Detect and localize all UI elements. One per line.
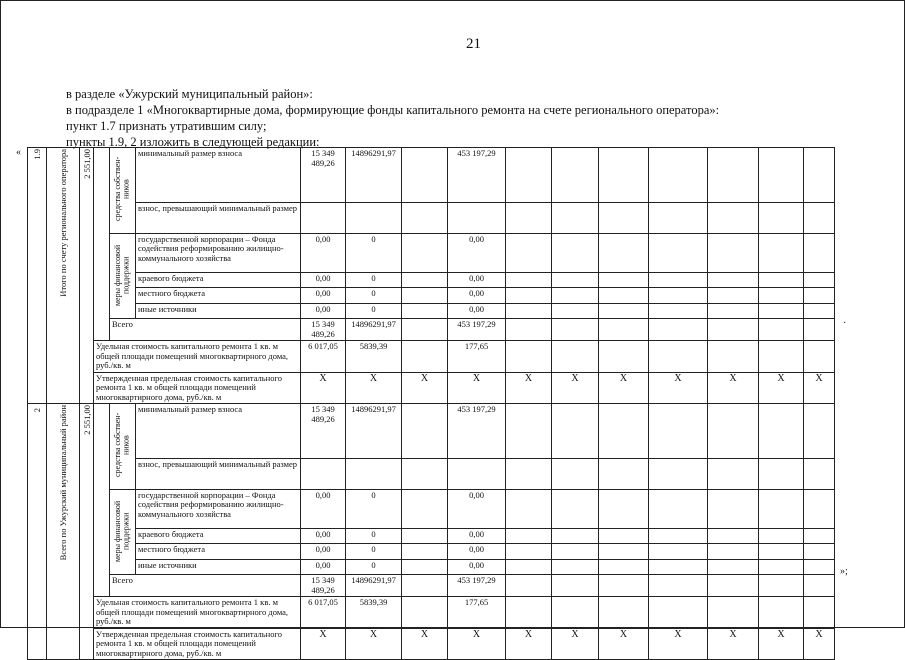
table-row <box>28 559 835 575</box>
row-label-total: Всего <box>110 575 301 597</box>
value-cell: 177,65 <box>448 341 506 373</box>
value-cell: 0 <box>346 559 402 575</box>
quote-open: « <box>16 147 21 158</box>
value-cell: 0,00 <box>448 288 506 303</box>
value-cell <box>402 341 448 373</box>
table-row <box>28 458 835 489</box>
section-title-cell: Всего по Ужурский муниципальный район <box>47 404 80 660</box>
value-cell <box>402 528 448 543</box>
intro-line: в разделе «Ужурский муниципальный район»: <box>66 87 313 101</box>
value-cell: 6 017,05 <box>301 597 346 629</box>
margin-dot: · <box>843 318 847 329</box>
section-area-cell: 2 551,00 <box>80 148 94 404</box>
group-financial-support: меры финансовой поддержки <box>110 233 136 319</box>
value-cell: 453 197,29 <box>448 148 506 203</box>
value-cell: 0 <box>346 544 402 559</box>
value-cell <box>402 489 448 528</box>
x-mark: X <box>301 628 346 660</box>
x-mark: X <box>599 372 649 404</box>
value-cell: 15 349 489,26 <box>301 319 346 341</box>
table-row <box>28 372 835 404</box>
row-label: минимальный размер взноса <box>136 404 301 459</box>
value-cell <box>402 597 448 629</box>
group-owners-funds: средства собствен-ников <box>110 404 136 490</box>
row-label: иные источники <box>136 559 301 575</box>
table-row <box>28 202 835 233</box>
x-mark: X <box>804 372 835 404</box>
value-cell: 0,00 <box>301 489 346 528</box>
value-cell: 0,00 <box>301 272 346 287</box>
table-row <box>28 341 835 373</box>
table-row <box>28 319 835 341</box>
x-mark: X <box>804 628 835 660</box>
table-row <box>28 272 835 287</box>
intro-line: в подразделе 1 «Многоквартирные дома, формирующие фонды капитального ремонта на счете регионального оператора»: <box>66 103 720 117</box>
value-cell: 453 197,29 <box>448 319 506 341</box>
x-mark: X <box>708 628 759 660</box>
x-mark: X <box>649 628 708 660</box>
value-cell: 14896291,97 <box>346 404 402 459</box>
x-mark: X <box>759 372 804 404</box>
table-row <box>28 288 835 303</box>
table-row <box>28 148 835 203</box>
value-cell <box>402 575 448 597</box>
x-mark: X <box>759 628 804 660</box>
table-row <box>28 489 835 528</box>
value-cell <box>402 303 448 319</box>
row-label-total: Всего <box>110 319 301 341</box>
x-mark: X <box>708 372 759 404</box>
value-cell: 0,00 <box>301 288 346 303</box>
x-mark: X <box>402 628 448 660</box>
table-row <box>28 544 835 559</box>
intro-line: пункты 1.9, 2 изложить в следующей редакции: <box>66 135 320 149</box>
value-cell: 0,00 <box>301 233 346 272</box>
row-label: иные источники <box>136 303 301 319</box>
value-cell <box>402 404 448 459</box>
table-row <box>28 303 835 319</box>
page-number: 21 <box>466 36 481 52</box>
table-row <box>28 404 835 459</box>
value-cell: 453 197,29 <box>448 575 506 597</box>
intro-text <box>66 86 719 150</box>
value-cell: 14896291,97 <box>346 575 402 597</box>
x-mark: X <box>301 372 346 404</box>
value-cell: 15 349 489,26 <box>301 575 346 597</box>
table-row <box>28 575 835 597</box>
row-label: государственной корпорации – Фонда содействия реформированию жилищно-коммунального хозяйства <box>136 233 301 272</box>
table-row <box>28 597 835 629</box>
x-mark: X <box>448 628 506 660</box>
table-row <box>28 233 835 272</box>
value-cell <box>402 319 448 341</box>
value-cell: 177,65 <box>448 597 506 629</box>
x-mark: X <box>552 628 599 660</box>
value-cell: 0,00 <box>448 303 506 319</box>
value-cell: 6 017,05 <box>301 341 346 373</box>
row-label: краевого бюджета <box>136 272 301 287</box>
value-cell <box>402 544 448 559</box>
value-cell: 0,00 <box>301 528 346 543</box>
x-mark: X <box>402 372 448 404</box>
group-owners-funds: средства собствен-ников <box>110 148 136 234</box>
value-cell: 5839,39 <box>346 597 402 629</box>
row-label-unit-cost: Удельная стоимость капитального ремонта 1 кв. м общей площади помещений многоквартирного дома, руб./кв. м <box>94 341 301 373</box>
x-mark: X <box>346 372 402 404</box>
value-cell: 0 <box>346 272 402 287</box>
value-cell <box>402 233 448 272</box>
value-cell: 15 349 489,26 <box>301 404 346 459</box>
value-cell <box>402 148 448 203</box>
value-cell: 0 <box>346 528 402 543</box>
value-cell: 0,00 <box>301 303 346 319</box>
intro-line: пункт 1.7 признать утратившим силу; <box>66 119 267 133</box>
section-area-cell: 2 551,00 <box>80 404 94 660</box>
value-cell: 5839,39 <box>346 341 402 373</box>
x-mark: X <box>506 628 552 660</box>
row-label: местного бюджета <box>136 544 301 559</box>
x-mark: X <box>448 372 506 404</box>
blank-cell <box>94 148 110 341</box>
value-cell: 0 <box>346 233 402 272</box>
value-cell: 0 <box>346 288 402 303</box>
value-cell: 15 349 489,26 <box>301 148 346 203</box>
row-label-limit-cost: Утвержденная предельная стоимость капитального ремонта 1 кв. м общей площади помещений многоквартирного дома, руб./кв. м <box>94 372 301 404</box>
value-cell <box>402 288 448 303</box>
value-cell: 14896291,97 <box>346 319 402 341</box>
row-label-unit-cost: Удельная стоимость капитального ремонта 1 кв. м общей площади помещений многоквартирного дома, руб./кв. м <box>94 597 301 629</box>
value-cell: 0,00 <box>301 544 346 559</box>
value-cell: 0,00 <box>448 272 506 287</box>
x-mark: X <box>649 372 708 404</box>
value-cell: 0,00 <box>448 233 506 272</box>
blank-cell <box>94 404 110 597</box>
row-label: минимальный размер взноса <box>136 148 301 203</box>
value-cell <box>402 559 448 575</box>
value-cell: 0,00 <box>301 559 346 575</box>
group-financial-support: меры финансовой поддержки <box>110 489 136 575</box>
value-cell: 14896291,97 <box>346 148 402 203</box>
quote-close: »; <box>840 566 848 577</box>
value-cell: 0,00 <box>448 559 506 575</box>
x-mark: X <box>346 628 402 660</box>
cost-table <box>27 147 835 660</box>
table-row <box>28 628 835 660</box>
row-label: краевого бюджета <box>136 528 301 543</box>
value-cell: 0 <box>346 303 402 319</box>
value-cell: 453 197,29 <box>448 404 506 459</box>
value-cell <box>402 272 448 287</box>
x-mark: X <box>506 372 552 404</box>
row-label: взнос, превышающий минимальный размер <box>136 458 301 489</box>
x-mark: X <box>599 628 649 660</box>
value-cell: 0,00 <box>448 489 506 528</box>
section-number-cell: 2 <box>28 404 47 660</box>
row-label: государственной корпорации – Фонда содействия реформированию жилищно-коммунального хозяйства <box>136 489 301 528</box>
row-label: взнос, превышающий минимальный размер <box>136 202 301 233</box>
row-label-limit-cost: Утвержденная предельная стоимость капитального ремонта 1 кв. м общей площади помещений многоквартирного дома, руб./кв. м <box>94 628 301 660</box>
section-number-cell: 1.9 <box>28 148 47 404</box>
value-cell: 0,00 <box>448 544 506 559</box>
value-cell: 0,00 <box>448 528 506 543</box>
table-row <box>28 528 835 543</box>
x-mark: X <box>552 372 599 404</box>
value-cell: 0 <box>346 489 402 528</box>
row-label: местного бюджета <box>136 288 301 303</box>
section-title-cell: Итого по счету регионального оператора <box>47 148 80 404</box>
